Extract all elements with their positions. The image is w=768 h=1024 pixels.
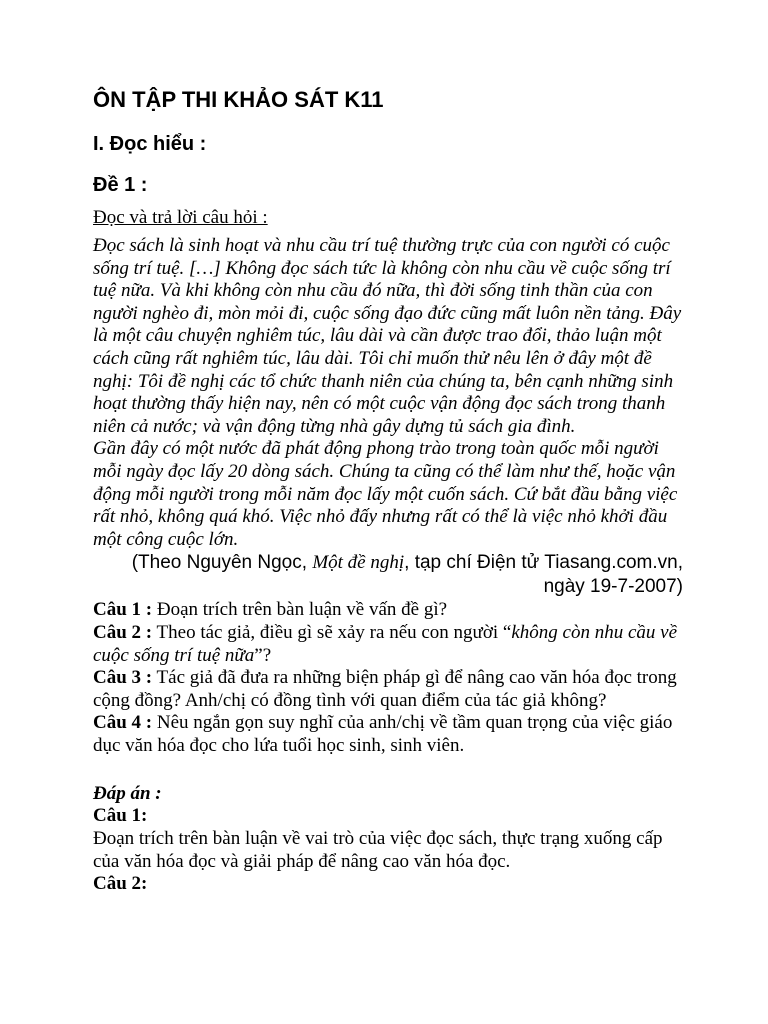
- question-label: Câu 3 :: [93, 667, 153, 689]
- source-citation: [93, 551, 683, 599]
- question-1: [93, 599, 683, 622]
- question-text: Nêu ngắn gọn suy nghĩ của anh/chị về tầm quan trọng của việc giáo dục văn hóa đọc cho lứa tuổi học sinh, sinh viên.: [93, 712, 673, 756]
- question-text: Tác giả đã đưa ra những biện pháp gì để nâng cao văn hóa đọc trong cộng đồng? Anh/chị có đồng tình với quan điểm của tác giả không?: [93, 667, 677, 711]
- answer-title: Đáp án :: [93, 783, 162, 805]
- question-label: Câu 4 :: [93, 712, 153, 734]
- document-title: ÔN TẬP THI KHẢO SÁT K11: [93, 87, 384, 112]
- source-prefix: (Theo Nguyên Ngọc,: [131, 552, 313, 574]
- question-label: Câu 1 :: [93, 599, 153, 621]
- exercise-heading: Đề 1 :: [93, 174, 148, 196]
- passage-paragraph-1: Đọc sách là sinh hoạt và nhu cầu trí tuệ thường trực của con người có cuộc sống trí tuệ. […] Không đọc sách tức là không còn nhu cầu về cuộc sống trí tuệ nữa. Và khi không còn nhu cầu đó nữa, thì đời sống tinh thần của con người nghèo đi, mòn mỏi đi, cuộc sống đạo đức cũng mất luôn nền tảng. Đây là một câu chuyện nghiêm túc, lâu dài và cần được trao đổi, thảo luận một cách cũng rất nghiêm túc, lâu dài. Tôi chỉ muốn thử nêu lên ở đây một đề nghị: Tôi đề nghị các tổ chức thanh niên của chúng ta, bên cạnh những sinh hoạt thường thấy hiện nay, nên có một cuộc vận động đọc sách trong thanh niên cả nước; và vận động từng nhà gây dựng tủ sách gia đình.: [93, 235, 682, 437]
- answer-text: Đoạn trích trên bàn luận về vai trò của việc đọc sách, thực trạng xuống cấp của văn hóa đọc và giải pháp để nâng cao văn hóa đọc.: [93, 828, 663, 872]
- instruction: Đọc và trả lời câu hỏi :: [93, 207, 268, 228]
- passage-paragraph-2: Gần đây có một nước đã phát động phong trào trong toàn quốc mỗi người mỗi ngày đọc lấy 20 dòng sách. Chúng ta cũng có thể làm như thế, hoặc vận động mỗi người trong mỗi năm đọc lấy một cuốn sách. Cứ bắt đầu bằng việc rất nhỏ, không quá khó. Việc nhỏ đấy nhưng rất có thể là việc nhỏ khởi đầu một công cuộc lớn.: [93, 438, 678, 550]
- answer-list: [93, 805, 683, 895]
- source-work: Một đề nghị: [312, 552, 405, 574]
- reading-passage: [93, 235, 683, 551]
- question-label: Câu 2 :: [93, 621, 153, 643]
- question-text: Theo tác giả, điều gì sẽ xảy ra nếu con người “: [152, 621, 512, 643]
- document-content: [93, 86, 683, 896]
- answer-label: Câu 2:: [93, 873, 148, 895]
- question-4: [93, 712, 683, 757]
- section-heading: I. Đọc hiểu :: [93, 133, 207, 155]
- question-3: [93, 667, 683, 712]
- question-text-end: ”?: [254, 644, 272, 666]
- question-list: [93, 599, 683, 757]
- question-quote: không còn nhu cầu về cuộc sống trí tuệ nữa: [93, 621, 678, 666]
- source-suffix: , tạp chí Điện tử Tiasang.com.vn, ngày 19-7-2007): [404, 552, 683, 598]
- question-2: [93, 622, 683, 667]
- answer-label: Câu 1:: [93, 805, 148, 827]
- question-text: Đoạn trích trên bàn luận về vấn đề gì?: [152, 599, 448, 621]
